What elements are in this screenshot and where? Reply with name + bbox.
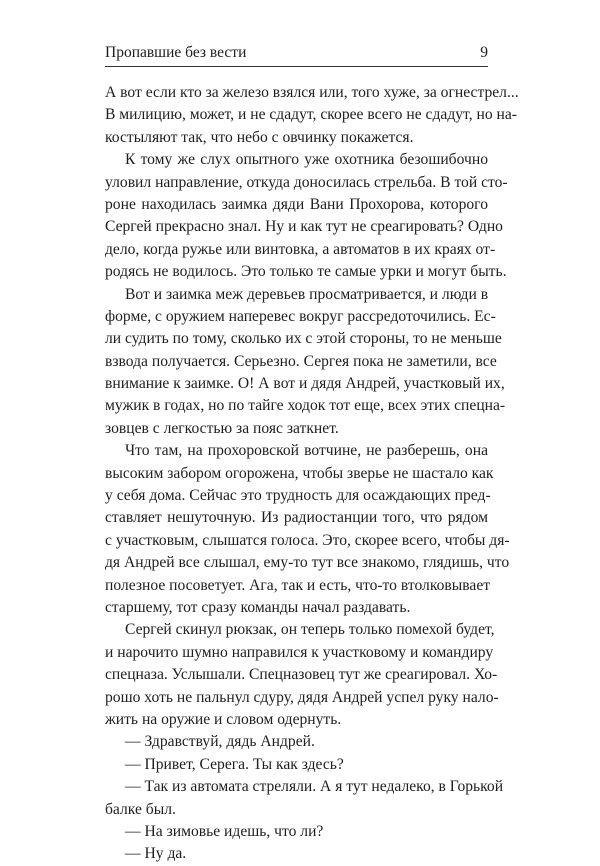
body-text <box>105 82 519 866</box>
text-line: Вот и заимка меж деревьев просматривается, и люди в <box>125 285 489 303</box>
text-line: ли судить по тому, сколько их с этой стороны, то не меньше <box>105 330 502 348</box>
text-line: жить на оружие и словом одернуть. <box>105 710 342 728</box>
text-line: дя Андрей все слышал, ему-то тут все знакомо, глядишь, что <box>105 554 510 572</box>
text-line: Что там, на прохоровской вотчине, не разберешь, она <box>125 442 488 460</box>
text-line: мужик в годах, но по тайге ходок тот еще, всех этих спецна- <box>105 397 506 415</box>
text-line: родясь не водилось. Это только те самые урки и могут быть. <box>105 263 507 281</box>
text-line: внимание к заимке. О! А вот и дядя Андрей, участковый их, <box>105 375 505 393</box>
text-line: с участковым, слышатся голоса. Это, скорее всего, чтобы дя- <box>105 531 510 549</box>
text-line: К тому же слух опытного уже охотника безошибочно <box>125 151 488 169</box>
page-header <box>105 44 488 67</box>
text-line: спецназа. Услышали. Спецназовец тут же среагировал. Хо- <box>105 666 498 684</box>
running-title: Пропавшие без вести <box>105 44 247 61</box>
page-number: 9 <box>480 44 488 61</box>
text-line: роне находилась заимка дяди Вани Прохорова, которого <box>105 195 488 213</box>
text-line: уловил направление, откуда доносилась стрельба. В той сто- <box>105 173 508 191</box>
text-line: зовцев с легкостью за пояс заткнет. <box>105 419 339 437</box>
text-line: В милицию, может, и не сдадут, скорее всего не сдадут, но на- <box>105 106 517 124</box>
text-line: А вот если кто за железо взялся или, того хуже, за огнестрел... <box>105 84 519 101</box>
text-line: — Ну да. <box>125 845 187 863</box>
text-line: и нарочито шумно направился к участковому и командиру <box>105 643 494 661</box>
text-line: — Здравствуй, дядь Андрей. <box>125 733 315 751</box>
text-line: Сергей прекрасно знал. Ну и как тут не среагировать? Одно <box>105 218 503 236</box>
text-line: ставляет нешуточную. Из радиостанции того, что рядом <box>105 509 488 527</box>
text-line: полезное посоветует. Ага, так и есть, что-то втолковывает <box>105 576 491 594</box>
text-line: старшему, тот сразу команды начал раздавать. <box>105 598 411 616</box>
text-line: у себя дома. Сейчас это трудность для осаждающих пред- <box>105 487 491 505</box>
text-line: — На зимовье идешь, что ли? <box>125 822 324 840</box>
text-line: рошо хоть не пальнул сдуру, дядя Андрей успел руку нало- <box>105 688 499 706</box>
text-line: взвода получается. Серьезно. Сергея пока не заметили, все <box>105 352 497 370</box>
text-line: дело, когда ружье или винтовка, а автоматов в их краях от- <box>105 240 496 258</box>
text-line: форме, с оружием наперевес вокруг рассредоточились. Ес- <box>105 307 496 325</box>
text-line: — Привет, Серега. Ты как здесь? <box>125 755 344 773</box>
text-line: Сергей скинул рюкзак, он теперь только помехой будет, <box>125 621 495 639</box>
text-line: костыляют так, что небо с овчинку покажется. <box>105 128 414 146</box>
text-line: балке был. <box>105 800 176 818</box>
text-line: высоким забором огорожена, чтобы зверье не шастало как <box>105 464 494 482</box>
text-line: — Так из автомата стреляли. А я тут недалеко, в Горькой <box>125 778 504 796</box>
